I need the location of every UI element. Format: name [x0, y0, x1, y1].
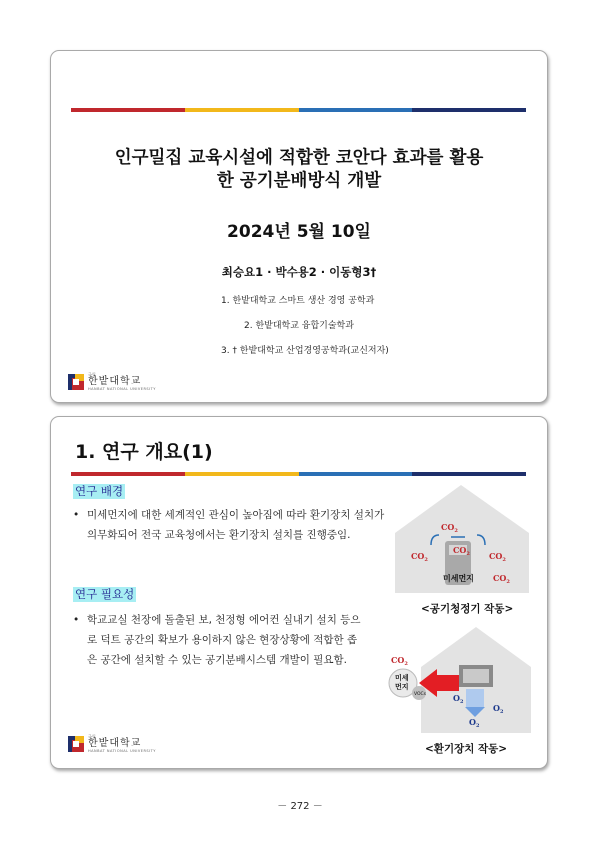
ventilation-caption: <환기장치 작동>: [425, 743, 508, 755]
svg-text:CO2: $CO_2$: [489, 551, 506, 563]
svg-text:미세: 미세: [395, 674, 409, 682]
ventilation-diagram: [381, 625, 541, 735]
research-background-tag: 연구 배경: [75, 484, 124, 498]
author-list: 최승요1 · 박수용2 · 이동형3†: [221, 265, 377, 279]
color-stripe: [71, 108, 526, 112]
title-slide: [50, 50, 548, 403]
svg-text:CO2: $CO_2$: [411, 551, 428, 563]
university-logo: [68, 373, 156, 392]
air-purifier-caption: <공기청정기 작동>: [421, 603, 514, 615]
background-bullet: • 미세먼지에 대한 세계적인 관심이 높아짐에 따라 환기장치 설치가 의무화되어 전국 교육청에서는 환기장치 설치를 진행중임.: [73, 505, 388, 545]
affiliation-3: 3. † 한밭대학교 산업경영공학과(교신저자): [221, 346, 389, 356]
research-necessity-tag: 연구 필요성: [75, 587, 135, 601]
svg-text:CO2: $CO_2$: [453, 545, 470, 557]
logo-korean-name: 한밭대학교: [88, 376, 142, 387]
logo-english-name: HANBAT NATIONAL UNIVERSITY: [88, 749, 156, 753]
svg-text:O2: $O_2$: [493, 703, 504, 715]
logo-korean-name: 한밭대학교: [88, 738, 142, 749]
fine-dust-label: 미세먼지: [443, 574, 474, 583]
university-logo: [68, 735, 156, 754]
overview-slide: [50, 416, 548, 769]
svg-text:먼지: 먼지: [395, 683, 409, 691]
svg-text:CO2: $CO_2$: [441, 522, 458, 534]
svg-text:VOCs: VOCs: [414, 692, 427, 697]
color-stripe: [71, 472, 526, 476]
logo-small-text: 국립: [88, 734, 96, 739]
logo-small-text: 국립: [88, 372, 96, 377]
svg-text:CO2: $CO_2$: [493, 573, 510, 585]
page-number: － 272 －: [277, 801, 323, 812]
logo-english-name: HANBAT NATIONAL UNIVERSITY: [88, 387, 156, 391]
logo-mark-icon: [68, 736, 84, 752]
paper-title: 인구밀집 교육시설에 적합한 코안다 효과를 활용 한 공기분배방식 개발: [114, 148, 484, 191]
affiliation-2: 2. 한밭대학교 융합기술학과: [244, 321, 354, 331]
presentation-date: 2024년 5월 10일: [227, 222, 371, 242]
svg-text:CO2: $CO_2$: [391, 655, 408, 667]
bullet-icon: •: [73, 509, 80, 521]
affiliation-1: 1. 한밭대학교 스마트 생산 경영 공학과: [221, 296, 375, 306]
section-heading: 1. 연구 개요(1): [75, 441, 213, 463]
logo-mark-icon: [68, 374, 84, 390]
necessity-bullet: • 학교교실 천장에 돌출된 보, 천정형 에어컨 실내기 설치 등으 로 덕트 공간의 확보가 용이하지 않은 현장상황에 적합한 좁 은 공간에 설치할 수 있는 공기분배시스템 개발이 필요함.: [73, 610, 388, 670]
bullet-icon: •: [73, 614, 80, 626]
svg-text:O2: $O_2$: [453, 693, 464, 705]
air-purifier-diagram: [391, 483, 531, 595]
svg-text:O2: $O_2$: [469, 717, 480, 729]
